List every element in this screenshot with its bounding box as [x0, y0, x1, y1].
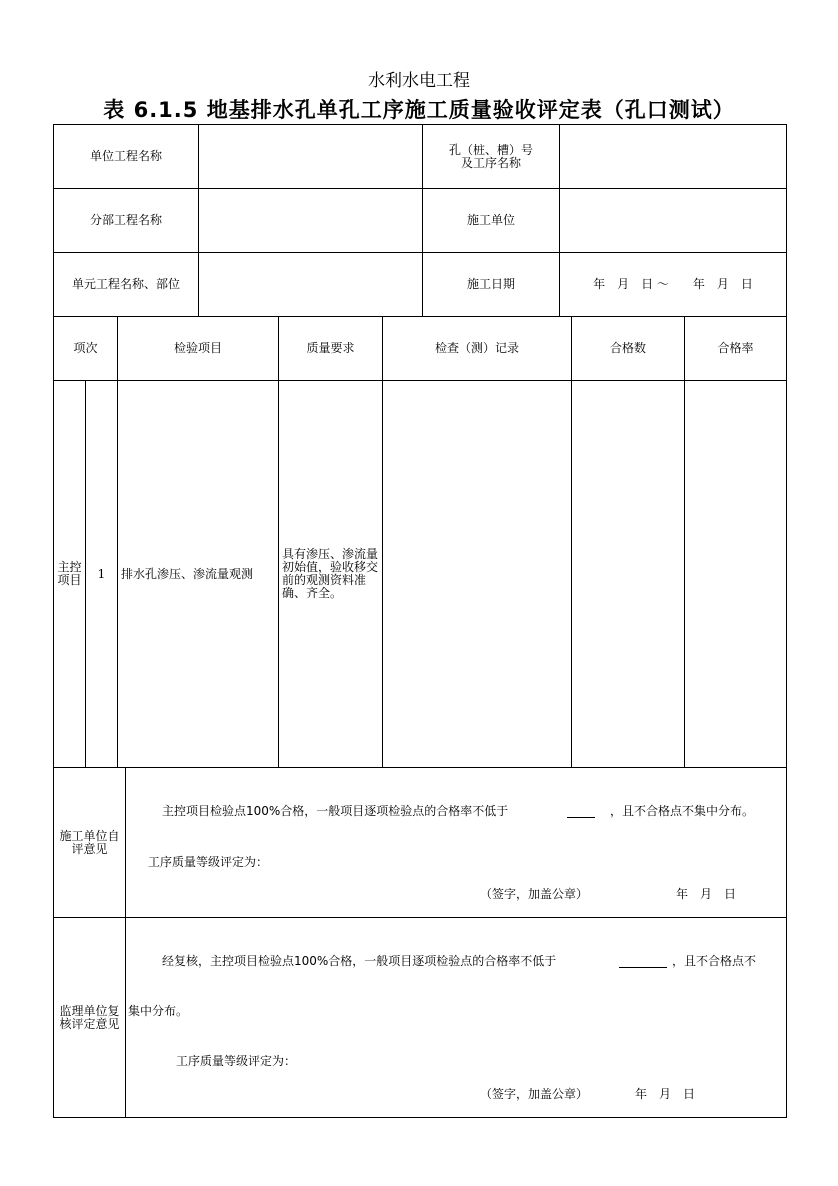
record-field[interactable] [382, 380, 572, 768]
label-unit-project: 单位工程名称 [53, 124, 199, 189]
review-label: 监理单位复核评定意见 [53, 917, 126, 1118]
label-line: 孔（桩、槽）号 [448, 142, 533, 157]
item-requirement: 具有渗压、渗流量初始值，验收移交前的观测资料准确、齐全。 [278, 380, 383, 768]
col-item: 检验项目 [117, 316, 279, 381]
self-eval-label: 施工单位自评意见 [53, 767, 126, 918]
self-eval-line2: 工序质量等级评定为： [148, 855, 269, 869]
item-number: 1 [85, 380, 118, 768]
label-hole-no [422, 124, 560, 189]
col-record: 检查（测）记录 [382, 316, 572, 381]
review-line1b: ，且不合格点不 [672, 954, 757, 968]
hole-no-field[interactable] [559, 124, 787, 189]
contractor-field[interactable] [559, 188, 787, 253]
label-line: 及工序名称 [460, 155, 521, 170]
label-contractor: 施工单位 [422, 188, 560, 253]
sub-project-field[interactable] [198, 188, 423, 253]
label-date: 施工日期 [422, 252, 560, 317]
review-line1c: 集中分布。 [128, 1004, 189, 1018]
item-name: 排水孔渗压、渗流量观测 [117, 380, 279, 768]
col-requirement: 质量要求 [278, 316, 383, 381]
category-main: 主控项目 [53, 380, 86, 768]
self-eval-sign: （签字，加盖公章） [480, 887, 589, 901]
review-date: 年 月 日 [635, 1087, 696, 1101]
label-sub-project: 分部工程名称 [53, 188, 199, 253]
review-sign: （签字，加盖公章） [480, 1087, 589, 1101]
label-element-project: 单元工程名称、部位 [53, 252, 199, 317]
col-pass-rate: 合格率 [684, 316, 787, 381]
self-eval-date: 年 月 日 [676, 887, 737, 901]
unit-project-field[interactable] [198, 124, 423, 189]
element-project-field[interactable] [198, 252, 423, 317]
self-eval-blank[interactable] [567, 804, 595, 818]
subtitle: 水利水电工程 [368, 71, 470, 91]
pass-count-field[interactable] [571, 380, 685, 768]
col-item-no: 项次 [53, 316, 118, 381]
review-line1: 经复核，主控项目检验点100%合格，一般项目逐项检验点的合格率不低于 [162, 954, 557, 968]
self-eval-line1b: ，且不合格点不集中分布。 [610, 804, 755, 818]
review-blank[interactable] [619, 954, 667, 968]
pass-rate-field[interactable] [684, 380, 787, 768]
col-pass-count: 合格数 [571, 316, 685, 381]
page-title: 表 6.1.5 地基排水孔单孔工序施工质量验收评定表（孔口测试） [103, 98, 735, 122]
date-field[interactable]: 年 月 日 ～ 年 月 日 [559, 252, 787, 317]
review-line2: 工序质量等级评定为： [176, 1054, 297, 1068]
self-eval-line1: 主控项目检验点100%合格，一般项目逐项检验点的合格率不低于 [162, 804, 509, 818]
